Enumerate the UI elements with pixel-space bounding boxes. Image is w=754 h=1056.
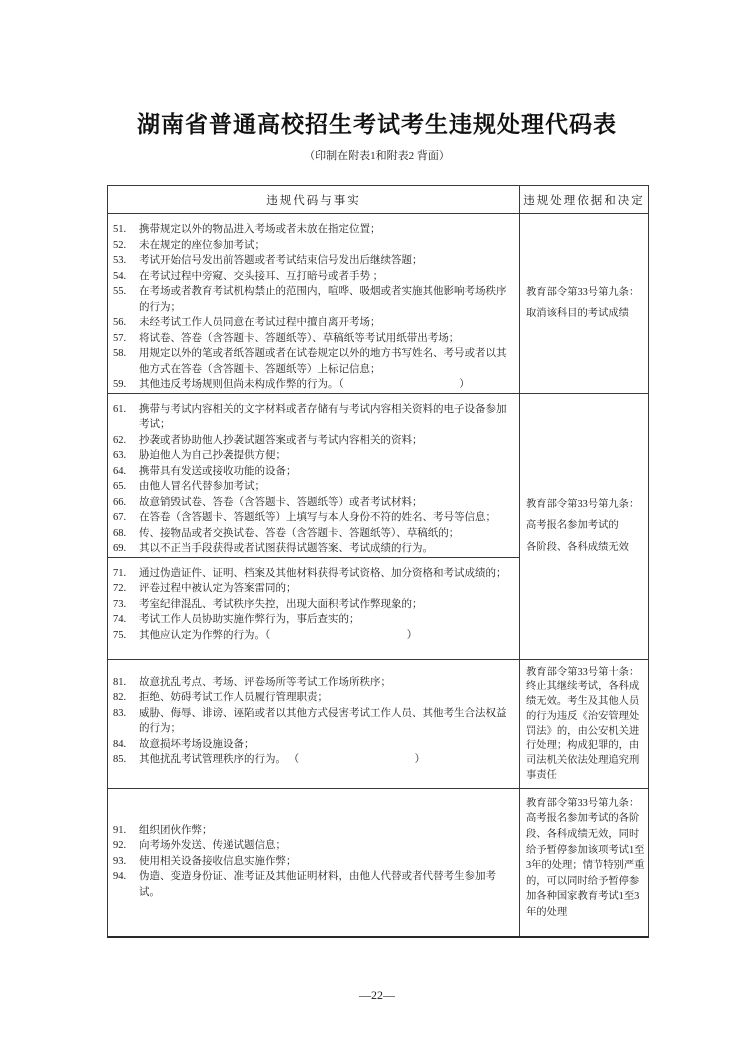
decision-line: 教育部令第33号第九条：	[526, 498, 640, 510]
violation-text: 携带与考试内容相关的文字材料或者存储有与考试内容相关资料的电子设备参加考试；	[139, 403, 507, 430]
violation-text: 组织团伙作弊；	[139, 824, 213, 836]
violation-item	[113, 612, 516, 628]
violation-item	[113, 854, 516, 870]
violation-item	[113, 510, 516, 526]
violation-item	[113, 495, 516, 511]
violation-code: 52.	[113, 239, 127, 251]
page-title: 湖南省普通高校招生考试考生违规处理代码表	[137, 112, 617, 137]
violation-item	[113, 541, 516, 557]
violation-text: 向考场外发送、传递试题信息；	[139, 840, 286, 852]
violation-code: 67.	[113, 512, 127, 523]
violation-item	[113, 464, 516, 480]
table-header-row	[108, 186, 649, 214]
violation-code: 82.	[113, 692, 127, 703]
violation-text: 故意扰乱考点、考场、评卷场所等考试工作场所秩序；	[139, 676, 391, 688]
violation-item	[113, 628, 516, 644]
violation-text: 将试卷、答卷（含答题卡、答题纸等）、草稿纸等考试用纸带出考场；	[139, 332, 460, 344]
violation-code: 66.	[113, 496, 127, 508]
violation-code: 53.	[113, 255, 127, 266]
violation-code: 84.	[113, 738, 127, 750]
violation-text: 通过伪造证件、证明、档案及其他材料获得考试资格、加分资格和考试成绩的；	[139, 567, 507, 579]
violation-text: 伪造、变造身份证、准考证及其他证明材料，由他人代替或者代替考生参加考试。	[139, 871, 496, 898]
violation-code: 55.	[113, 286, 127, 297]
violation-item	[113, 526, 516, 542]
violation-text: 其他违反考场规则但尚未构成作弊的行为。（ ）	[139, 379, 470, 390]
violation-text: 评卷过程中被认定为答案雷同的；	[139, 583, 297, 594]
violation-code: 56.	[113, 317, 127, 328]
violation-code-table	[107, 185, 649, 938]
violation-code: 93.	[113, 855, 127, 867]
violation-text: 在考场或者教育考试机构禁止的范围内，喧哗、吸烟或者实施其他影响考场秩序的行为；	[139, 286, 507, 313]
violation-items-cell	[108, 393, 520, 557]
table-row	[108, 393, 649, 557]
violation-text: 威胁、侮辱、诽谤、诬陷或者以其他方式侵害考试工作人员、其他考生合法权益的行为；	[139, 707, 507, 734]
violation-item	[113, 566, 516, 582]
violation-table-body	[108, 214, 649, 938]
violation-item	[113, 284, 516, 315]
violation-code: 74.	[113, 614, 127, 625]
violation-text: 在答卷（含答题卡、答题纸等）上填写与本人身份不符的姓名、考号等信息；	[139, 512, 496, 523]
violation-code: 51.	[113, 224, 127, 235]
violation-text: 考试工作人员协助实施作弊行为，事后查实的；	[139, 614, 360, 625]
violation-text: 其他扰乱考试管理秩序的行为。 （ ）	[139, 754, 426, 765]
violation-code: 63.	[113, 450, 127, 461]
violation-item	[113, 581, 516, 597]
violation-code: 68.	[113, 527, 127, 539]
violation-code: 81.	[113, 676, 127, 688]
violation-item	[113, 706, 516, 737]
violation-items-cell	[108, 214, 520, 394]
page-subtitle: （印制在附表1和附表2 背面）	[304, 150, 450, 162]
violation-code: 62.	[113, 434, 127, 446]
violation-code: 58.	[113, 348, 127, 359]
violation-text: 考室纪律混乱、考试秩序失控，出现大面积考试作弊现象的；	[139, 598, 423, 610]
violation-code: 54.	[113, 270, 127, 282]
decision-cell	[520, 214, 649, 394]
violation-items-cell	[108, 557, 520, 659]
page-number: —22—	[359, 988, 395, 1002]
violation-text: 抄袭或者协助他人抄袭试题答案或者与考试内容相关的资料；	[139, 434, 423, 446]
violation-item	[113, 331, 516, 347]
violation-item	[113, 433, 516, 449]
violation-text: 使用相关设备接收信息实施作弊；	[139, 855, 297, 867]
violation-text: 其他应认定为作弊的行为。（ ）	[139, 629, 418, 641]
violation-text: 传、接物品或者交换试卷、答卷（含答题卡、答题纸等）、草稿纸的；	[139, 527, 460, 539]
violation-item	[113, 869, 516, 900]
violation-item	[113, 597, 516, 613]
violation-text: 在考试过程中旁窥、交头接耳、互打暗号或者手势 ；	[139, 270, 384, 282]
violation-code: 73.	[113, 598, 127, 610]
violation-items-cell	[108, 659, 520, 788]
violation-code: 61.	[113, 403, 127, 415]
violation-code: 75.	[113, 629, 127, 641]
violation-text: 用规定以外的笔或者纸答题或者在试卷规定以外的地方书写姓名、考号或者以其他方式在答卷（含答题卡、答题纸等）上标记信息；	[139, 348, 507, 375]
violation-item	[113, 238, 516, 254]
violation-code: 71.	[113, 567, 127, 579]
violation-text: 未在规定的座位参加考试；	[139, 239, 265, 251]
violation-item	[113, 222, 516, 238]
violation-code: 92.	[113, 840, 127, 852]
violation-code: 59.	[113, 379, 127, 390]
header-handling-basis-decision: 违规处理依据和决定	[520, 186, 649, 214]
violation-item	[113, 479, 516, 495]
decision-line: 教育部令第33号第九条：	[526, 286, 640, 298]
decision-line: 取消该科目的考试成绩	[526, 308, 629, 320]
violation-text: 故意销毁试卷、答卷（含答题卡、答题纸等）或者考试材料；	[139, 496, 423, 508]
violation-item	[113, 269, 516, 285]
violation-code: 85.	[113, 754, 127, 765]
violation-item	[113, 675, 516, 691]
violation-text: 胁迫他人为自己抄袭提供方便；	[139, 450, 286, 461]
violation-text: 拒绝、妨碍考试工作人员履行管理职责；	[139, 692, 328, 703]
violation-text: 由他人冒名代替参加考试；	[139, 481, 265, 492]
decision-cell: 教育部令第33号第九条：高考报名参加考试的各阶段、各科成绩无效，同时给予暂停参加该项考试1至3年的处理；情节特别严重的，可以同时给予暂停参加各种国家教育考试1至3年的处理	[520, 788, 649, 937]
violation-code: 72.	[113, 583, 127, 594]
violation-item	[113, 377, 516, 393]
violation-items-cell	[108, 788, 520, 937]
violation-text: 携带规定以外的物品进入考场或者未放在指定位置；	[139, 224, 381, 235]
violation-item	[113, 448, 516, 464]
violation-item	[113, 752, 516, 768]
violation-code: 83.	[113, 707, 127, 719]
violation-item	[113, 838, 516, 854]
table-row	[108, 659, 649, 788]
violation-code: 64.	[113, 465, 127, 477]
violation-code: 69.	[113, 543, 127, 554]
violation-text: 考试开始信号发出前答题或者考试结束信号发出后继续答题；	[139, 255, 423, 266]
decision-cell: 教育部令第33号第十条：终止其继续考试，各科成绩无效。考生及其他人员的行为违反《治安管理处罚法》的，由公安机关进行处理；构成犯罪的，由司法机关依法处理追究刑事责任	[520, 659, 649, 788]
violation-code: 94.	[113, 871, 127, 883]
violation-item	[113, 253, 516, 269]
violation-code: 91.	[113, 824, 127, 836]
table-row	[108, 214, 649, 394]
violation-item	[113, 402, 516, 433]
violation-code: 57.	[113, 332, 127, 344]
violation-code: 65.	[113, 481, 127, 492]
violation-item	[113, 737, 516, 753]
table-row	[108, 788, 649, 937]
violation-item	[113, 823, 516, 839]
decision-line: 各阶段、各科成绩无效	[526, 541, 629, 553]
header-violation-code-facts: 违规代码与事实	[108, 186, 520, 214]
violation-text: 故意损坏考场设施设备；	[139, 738, 255, 750]
violation-text: 未经考试工作人员同意在考试过程中擅自离开考场；	[139, 317, 381, 328]
violation-item	[113, 315, 516, 331]
violation-item	[113, 690, 516, 706]
decision-cell	[520, 393, 649, 659]
violation-text: 其以不正当手段获得或者试图获得试题答案、考试成绩的行为。	[139, 543, 433, 554]
decision-line: 高考报名参加考试的	[526, 520, 619, 532]
violation-item	[113, 346, 516, 377]
violation-text: 携带具有发送或接收功能的设备；	[139, 465, 297, 477]
